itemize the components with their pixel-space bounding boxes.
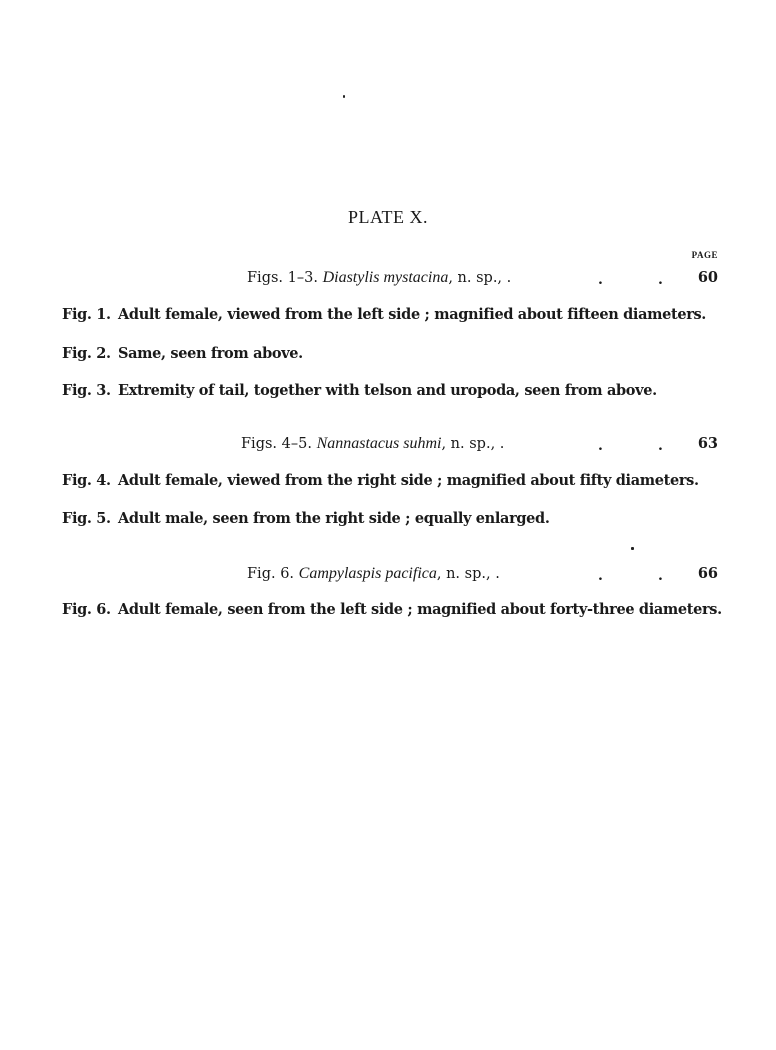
- page-column-label: PAGE: [691, 250, 718, 260]
- figure-label: Fig. 1.: [62, 306, 111, 323]
- document-page: PLATE X. PAGE Figs. 1–3. Diastylis mystacina, n. sp., . . . 60 Fig. 1. Adult female, viewed from the left side ; magnified about fifteen diameters. Fig. 2. Same, seen from above. Fig. 3. Extremity of tail, together with telson and uropoda, seen from above. Figs. 4–5. Nannastacus suhmi, n. sp., . . . 63 Fig. 4. Adult female, viewed from the right side ; magnified about fifty diameters. Fig. 5. Adult male, seen from the right side ; equally enlarged. Fig. 6. Campylaspis pacifica, n. sp., . . . 66 Fig. 6. Adult female, seen from the left side ; magnified about forty-three diameters.: [0, 0, 776, 1050]
- figure-label: Fig. 6.: [62, 601, 111, 618]
- scan-speck: [631, 547, 634, 550]
- figure-text: Adult female, viewed from the right side ; magnified about fifty diameters.: [118, 472, 699, 489]
- page-number: 66: [697, 565, 718, 582]
- figure-caption: [62, 345, 303, 362]
- scan-speck: [343, 95, 345, 98]
- section-heading: [241, 435, 504, 453]
- figure-caption: [62, 382, 657, 399]
- figs-label: Figs. 1–3.: [247, 270, 318, 286]
- figs-label: Fig. 6.: [247, 566, 295, 582]
- figure-label: Fig. 5.: [62, 510, 111, 527]
- figs-label: Figs. 4–5.: [241, 436, 312, 452]
- figure-caption: [62, 306, 706, 323]
- species-suffix: , n. sp., .: [441, 436, 505, 452]
- species-name: Campylaspis pacifica: [298, 565, 437, 582]
- species-name: Nannastacus suhmi: [316, 435, 442, 452]
- species-name: Diastylis mystacina: [322, 269, 449, 286]
- figure-label: Fig. 4.: [62, 472, 111, 489]
- figure-text: Adult female, seen from the left side ; magnified about forty-three diameters.: [118, 601, 722, 618]
- figure-text: Extremity of tail, together with telson and uropoda, seen from above.: [118, 382, 657, 399]
- figure-caption: [62, 510, 550, 527]
- section-heading: [247, 565, 500, 583]
- species-suffix: , n. sp., .: [436, 566, 500, 582]
- figure-label: Fig. 3.: [62, 382, 111, 399]
- figure-text: Adult female, viewed from the left side ; magnified about fifteen diameters.: [118, 306, 707, 323]
- section-heading: [247, 269, 511, 287]
- figure-label: Fig. 2.: [62, 345, 111, 362]
- species-suffix: , n. sp., .: [448, 270, 512, 286]
- page-number: 63: [697, 435, 718, 452]
- page-number: 60: [697, 269, 718, 286]
- figure-text: Same, seen from above.: [118, 345, 303, 362]
- figure-caption: [62, 601, 722, 618]
- figure-caption: [62, 472, 699, 489]
- figure-text: Adult male, seen from the right side ; equally enlarged.: [118, 510, 550, 527]
- plate-title: PLATE X.: [348, 207, 428, 227]
